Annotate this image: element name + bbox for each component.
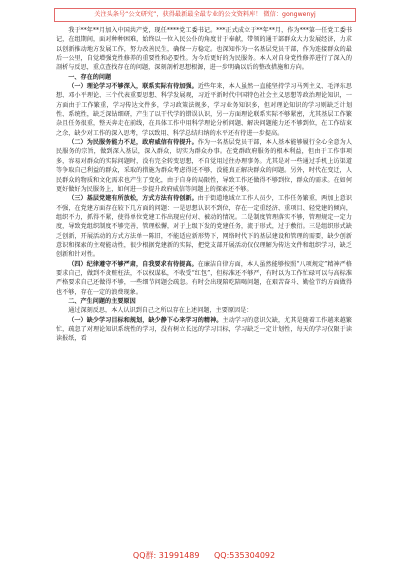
paragraph-text: 我于**年**月加入中国共产党，现任****党工委书记。***正式成立于**年**月，作为***第一任党工委书记，在组期间，面对种种困难，始终以一位入民公仆的角度甘于奉献，带领的通干部群众大力发展经济，力求以创新推动地方发展工作，努力改善民生，确保一方稳定。也深知作为一名基层党员干部，作为连接群众的最后一公里，自觉增强党性修养的重要性和必要性。为今后更好的为民服务。本人对自身党性修养进行了深入的剖析与反思，重点查找存在的问题，深刻剖析思想根源，进一步明确以后的整改措施和方向。 bbox=[56, 27, 352, 72]
paragraph bbox=[56, 260, 352, 297]
paragraph-text: 近些年来，本人虽然一直能坚持学习马列主义、毛泽东思想、邓小平理论、三个代表重要思想、科学发展观，习近平新时代中国特色社会主义思想等政治理论知识，一方面由于工作繁重，学习传达文件多，学习政策法规多，学习业务知识多，但对理论知识的学习则缺乏计划性、系统性，缺乏深钻细研，产生了以干代学的错误认识，另一方面理论联系实际不够紧密，尤其基层工作繁杂且任务很重，整天奔走在前线，在具体工作中用科学理论分析问题、解决问题能力还不够到位，在工作结束之余，缺少对工作的深入思考，学以致用、科学总结归纳的水平还有待进一步提高。 bbox=[56, 83, 352, 137]
paragraph-text: 主动学习的意识欠缺，尤其是随着工作越来越繁忙，疏忽了对理论知识系统性的学习，没有树立长远的学习目标，学习缺乏一定计划性，每天的学习仅限于读读报纸，看 bbox=[56, 316, 352, 343]
footer bbox=[0, 550, 408, 561]
paragraph-text: 通过深刻反思，本人认识到自己之所以存在上述问题，主要原因是： bbox=[68, 307, 253, 315]
paragraph bbox=[56, 138, 352, 194]
paragraph bbox=[56, 82, 352, 138]
paragraph-text: 由于街道地域立工作人员少，工作任务繁重，两加上意识不强，在党建方面存在较下几方面的问题：一是思想认识不到位，存在一定重经济、重项目、轻党建的倾向，组织不力，抓得不紧，使得单位党建工作出现应付对、被动的情况。二是制度管理落实不够，管理规定一定力度，导致党组织制度不够完善，管理松懈，对于上级下发的党建任务，流于形式，过于敷衍。三是组织形式缺乏创新，开展活动的方式方法单一陈旧，不能适应新形势下，网络时代下的基层建设和管理的需要，缺少创新意识和探索的主观能动性，很少根据党建新的实际，把党支部开展活动仅仅理解为传达文件和组织学习，缺乏创新和针对性。 bbox=[56, 195, 352, 259]
document-body bbox=[56, 26, 352, 344]
paragraph bbox=[56, 306, 352, 315]
subsection-heading: （四）纪律遵守不够严肃，自我要求有待提高。 bbox=[68, 260, 198, 268]
subsection-heading: （一）理论学习不够深入，联系实际有待加强。 bbox=[68, 83, 198, 91]
paragraph-text: 在廉洁自律方面，本人虽然能够按照“八项规定”精神严格要求自己，做到不贪赃枉法，不以权谋私，不收受“红包”，但标准还不够严，有时以为工作忙碌可以与高标准严格要求自己还做得不够，一些细节问题会疏忽。有时会出现陪吃陪喝问题，在艰苦奋斗、勤俭节约方面做得也不够，存在一定的浪费现象。 bbox=[56, 260, 352, 296]
subsection-heading: （一）缺少学习目标和规划，缺少静下心来学习的精神。 bbox=[68, 316, 223, 324]
footer-qq-group: QQ群: 31991489 bbox=[132, 551, 200, 560]
subsection-heading: （三）基层党建有所放松，方式方法有待创新。 bbox=[68, 195, 198, 203]
paragraph-text: 作为一名基层党员干部，本人基本能够履行全心全意为人民服务的宗旨，做到深入基层，深入群众，切实为群众办事。在党群政府服务的根本利益，但由于工作事项多，容易对群众的实际问题时，没有完全转变思想，不自觉用过往办理事务。尤其是对一些通过手机上访渠道等争取自己利益的群众，采取的措施为群众考虑得还不够，没能真正解决群众的问题。另外，时代在变迁，人民群众的物质和文化需求也产生了变化，由于自身的局限性，导致工作还做得不够到位，群众的需求。在如何更好做好为民服务上，如何进一步提升政府威信等问题上的探索还不够。 bbox=[56, 139, 352, 193]
section-heading bbox=[56, 297, 352, 306]
paragraph-text: 一、存在的问题 bbox=[68, 73, 112, 81]
subsection-heading: （二）为民服务能力不足，政府威信有待提升。 bbox=[68, 139, 198, 147]
paragraph-text: 二、产生问题的主要原因 bbox=[68, 297, 136, 305]
paragraph bbox=[56, 316, 352, 344]
banner: 关注头条号“公文研究”，获得最新最全最专业的公文资料库！ 微信：gongwenyj bbox=[54, 8, 356, 22]
section-heading bbox=[56, 73, 352, 82]
paragraph bbox=[56, 194, 352, 259]
paragraph bbox=[56, 26, 352, 73]
footer-qq: QQ:535304092 bbox=[214, 551, 276, 560]
